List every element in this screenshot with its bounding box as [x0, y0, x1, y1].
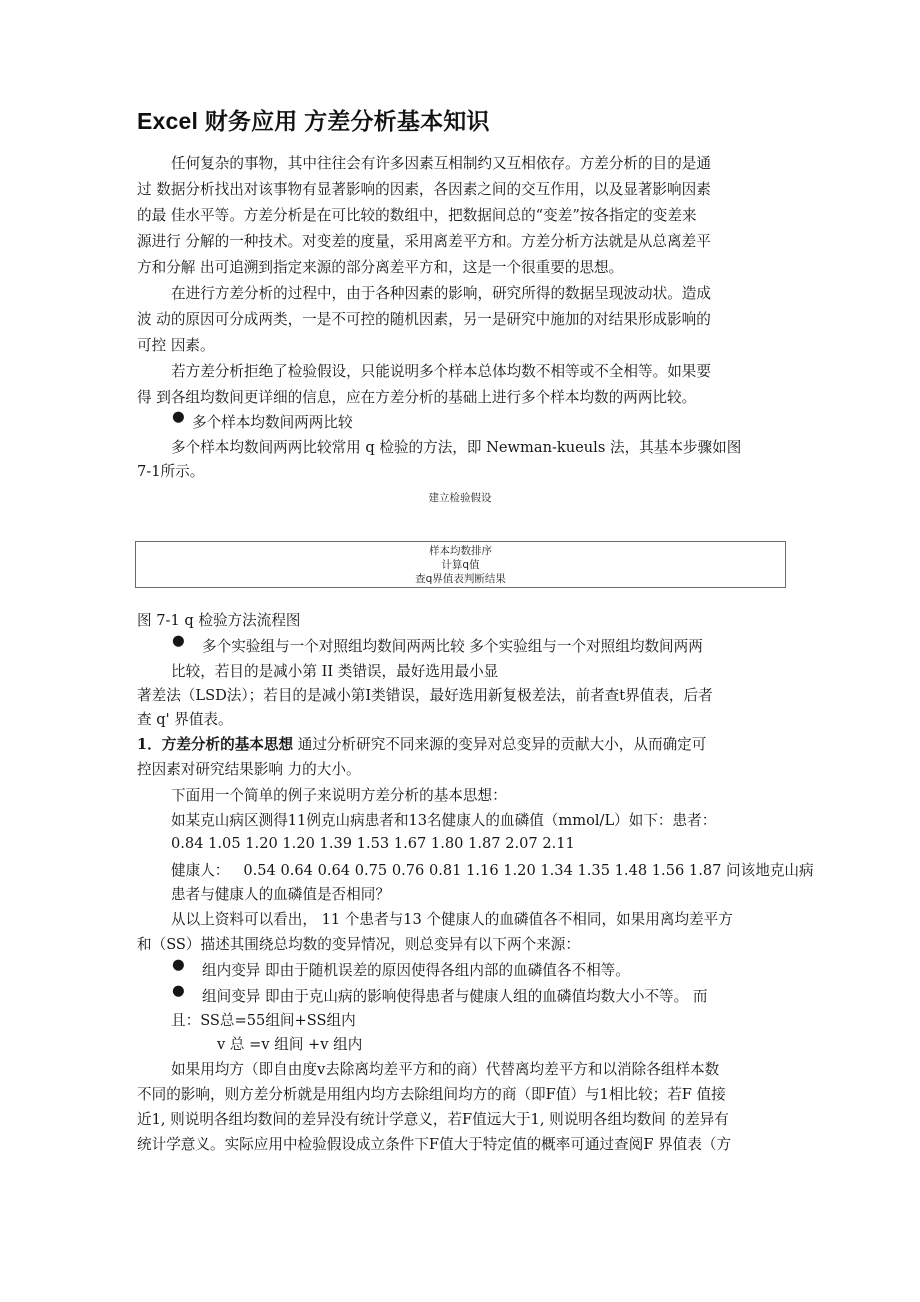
bullet-text: 比较，若目的是减小第 II 类错误，最好选用最小显: [171, 663, 499, 680]
example-healthy-line: [171, 861, 814, 881]
flowchart-step: 计算q值: [441, 559, 480, 571]
section-text: 控因素对研究结果影响 力的大小。: [137, 761, 361, 778]
paragraph-6-line: 和（SS）描述其围绕总均数的变异情况，则总变异有以下两个来源：: [137, 936, 580, 953]
paragraph-1-line: 源进行 分解的一种技术。对变差的度量，采用离差平方和。方差分析方法就是从总离差平: [137, 233, 711, 250]
paragraph-2-line: 在进行方差分析的过程中，由于各种因素的影响，研究所得的数据呈现波动状。造成: [171, 285, 711, 302]
document-title: Excel 财务应用 方差分析基本知识: [137, 108, 490, 134]
paragraph-7-line: 统计学意义。实际应用中检验假设成立条件下F值大于特定值的概率可通过查阅F 界值表（方: [137, 1136, 732, 1153]
paragraph-1-line: 过 数据分析找出对该事物有显著影响的因素，各因素之间的交互作用，以及显著影响因素: [137, 181, 711, 198]
section-heading-line: [137, 735, 706, 755]
flowchart-step-hypothesis: 建立检验假设: [428, 492, 492, 504]
example-question: 问该地克山病: [721, 862, 814, 879]
bullet-icon: ●: [172, 982, 185, 999]
section-text: 通过分析研究不同来源的变异对总变异的贡献大小，从而确定可: [293, 736, 707, 753]
paragraph-2-line: 波 动的原因可分成两类，一是不可控的随机因素，另一是研究中施加的对结果形成影响的: [137, 311, 711, 328]
example-question: 患者与健康人的血磷值是否相同？: [171, 886, 390, 903]
bullet-text: 组间变异 即由于克山病的影响使得患者与健康人组的血磷值均数大小不等。 而: [202, 988, 708, 1005]
bullet-text: 多个实验组与一个对照组均数间两两比较 多个实验组与一个对照组均数间两两: [202, 638, 703, 655]
paragraph-7-line: 如果用均方（即自由度v去除离均差平方和的商）代替离均差平方和以消除各组样本数: [171, 1061, 720, 1078]
paragraph-4-line: 7-1所示。: [137, 463, 205, 480]
healthy-label: 健康人：: [171, 862, 230, 879]
bullet-text: 组内变异 即由于随机误差的原因使得各组内部的血磷值各不相等。: [202, 962, 630, 979]
paragraph-7-line: 近1, 则说明各组均数间的差异没有统计学意义，若F值远大于1, 则说明各组均数间 的差异有: [137, 1111, 729, 1128]
example-healthy-values: 0.54 0.64 0.64 0.75 0.76 0.81 1.16 1.20 1.34 1.35 1.48 1.56 1.87: [243, 862, 722, 879]
bullet-text: 著差法（LSD法）；若目的是减小第I类错误，最好选用新复极差法，前者查t界值表，后者: [137, 687, 713, 704]
flowchart-step: 样本均数排序: [429, 545, 492, 557]
paragraph-7-line: 不同的影响，则方差分析就是用组内均方去除组间均方的商（即F值）与1相比较；若F 值接: [137, 1086, 726, 1103]
flowchart-step: 查q界值表判断结果: [415, 573, 506, 585]
paragraph-2-line: 可控 因素。: [137, 337, 215, 354]
paragraph-1-line: 的最 佳水平等。方差分析是在可比较的数组中，把数据间总的“变差”按各指定的变差来: [137, 207, 697, 224]
example-patient-values: 0.84 1.05 1.20 1.20 1.39 1.53 1.67 1.80 1.87 2.07 2.11: [171, 835, 575, 852]
paragraph-3-line: 若方差分析拒绝了检验假设，只能说明多个样本总体均数不相等或不全相等。如果要: [171, 363, 711, 380]
formula-df: v 总 =v 组间 +v 组内: [217, 1036, 363, 1053]
bullet-text: 多个样本均数间两两比较: [192, 414, 353, 431]
figure-caption: 图 7-1 q 检验方法流程图: [137, 612, 301, 629]
paragraph-4-line: 多个样本均数间两两比较常用 q 检验的方法，即 Newman-kueuls 法，其基本步骤如图: [171, 439, 742, 456]
bullet-icon: ●: [172, 956, 185, 973]
formula-ss: 且：SS总=55组间+SS组内: [171, 1012, 356, 1029]
section-heading: 1．方差分析的基本思想: [137, 736, 294, 753]
paragraph-1-line: 任何复杂的事物，其中往往会有许多因素互相制约又互相依存。方差分析的目的是通: [171, 155, 711, 172]
bullet-icon: ●: [172, 408, 185, 425]
flowchart-box: [135, 541, 786, 588]
paragraph-3-line: 得 到各组均数间更详细的信息，应在方差分析的基础上进行多个样本均数的两两比较。: [137, 389, 697, 406]
example-intro: 如某克山病区测得11例克山病患者和13名健康人的血磷值（mmol/L）如下：患者：: [171, 812, 717, 829]
bullet-icon: ●: [172, 632, 185, 649]
paragraph-1-line: 方和分解 出可追溯到指定来源的部分离差平方和，这是一个很重要的思想。: [137, 259, 624, 276]
paragraph-5: 下面用一个简单的例子来说明方差分析的基本思想：: [171, 787, 507, 804]
paragraph-6-line: 从以上资料可以看出， 11 个患者与13 个健康人的血磷值各不相同，如果用离均差平方: [171, 911, 733, 928]
bullet-text: 查 q' 界值表。: [137, 711, 233, 728]
